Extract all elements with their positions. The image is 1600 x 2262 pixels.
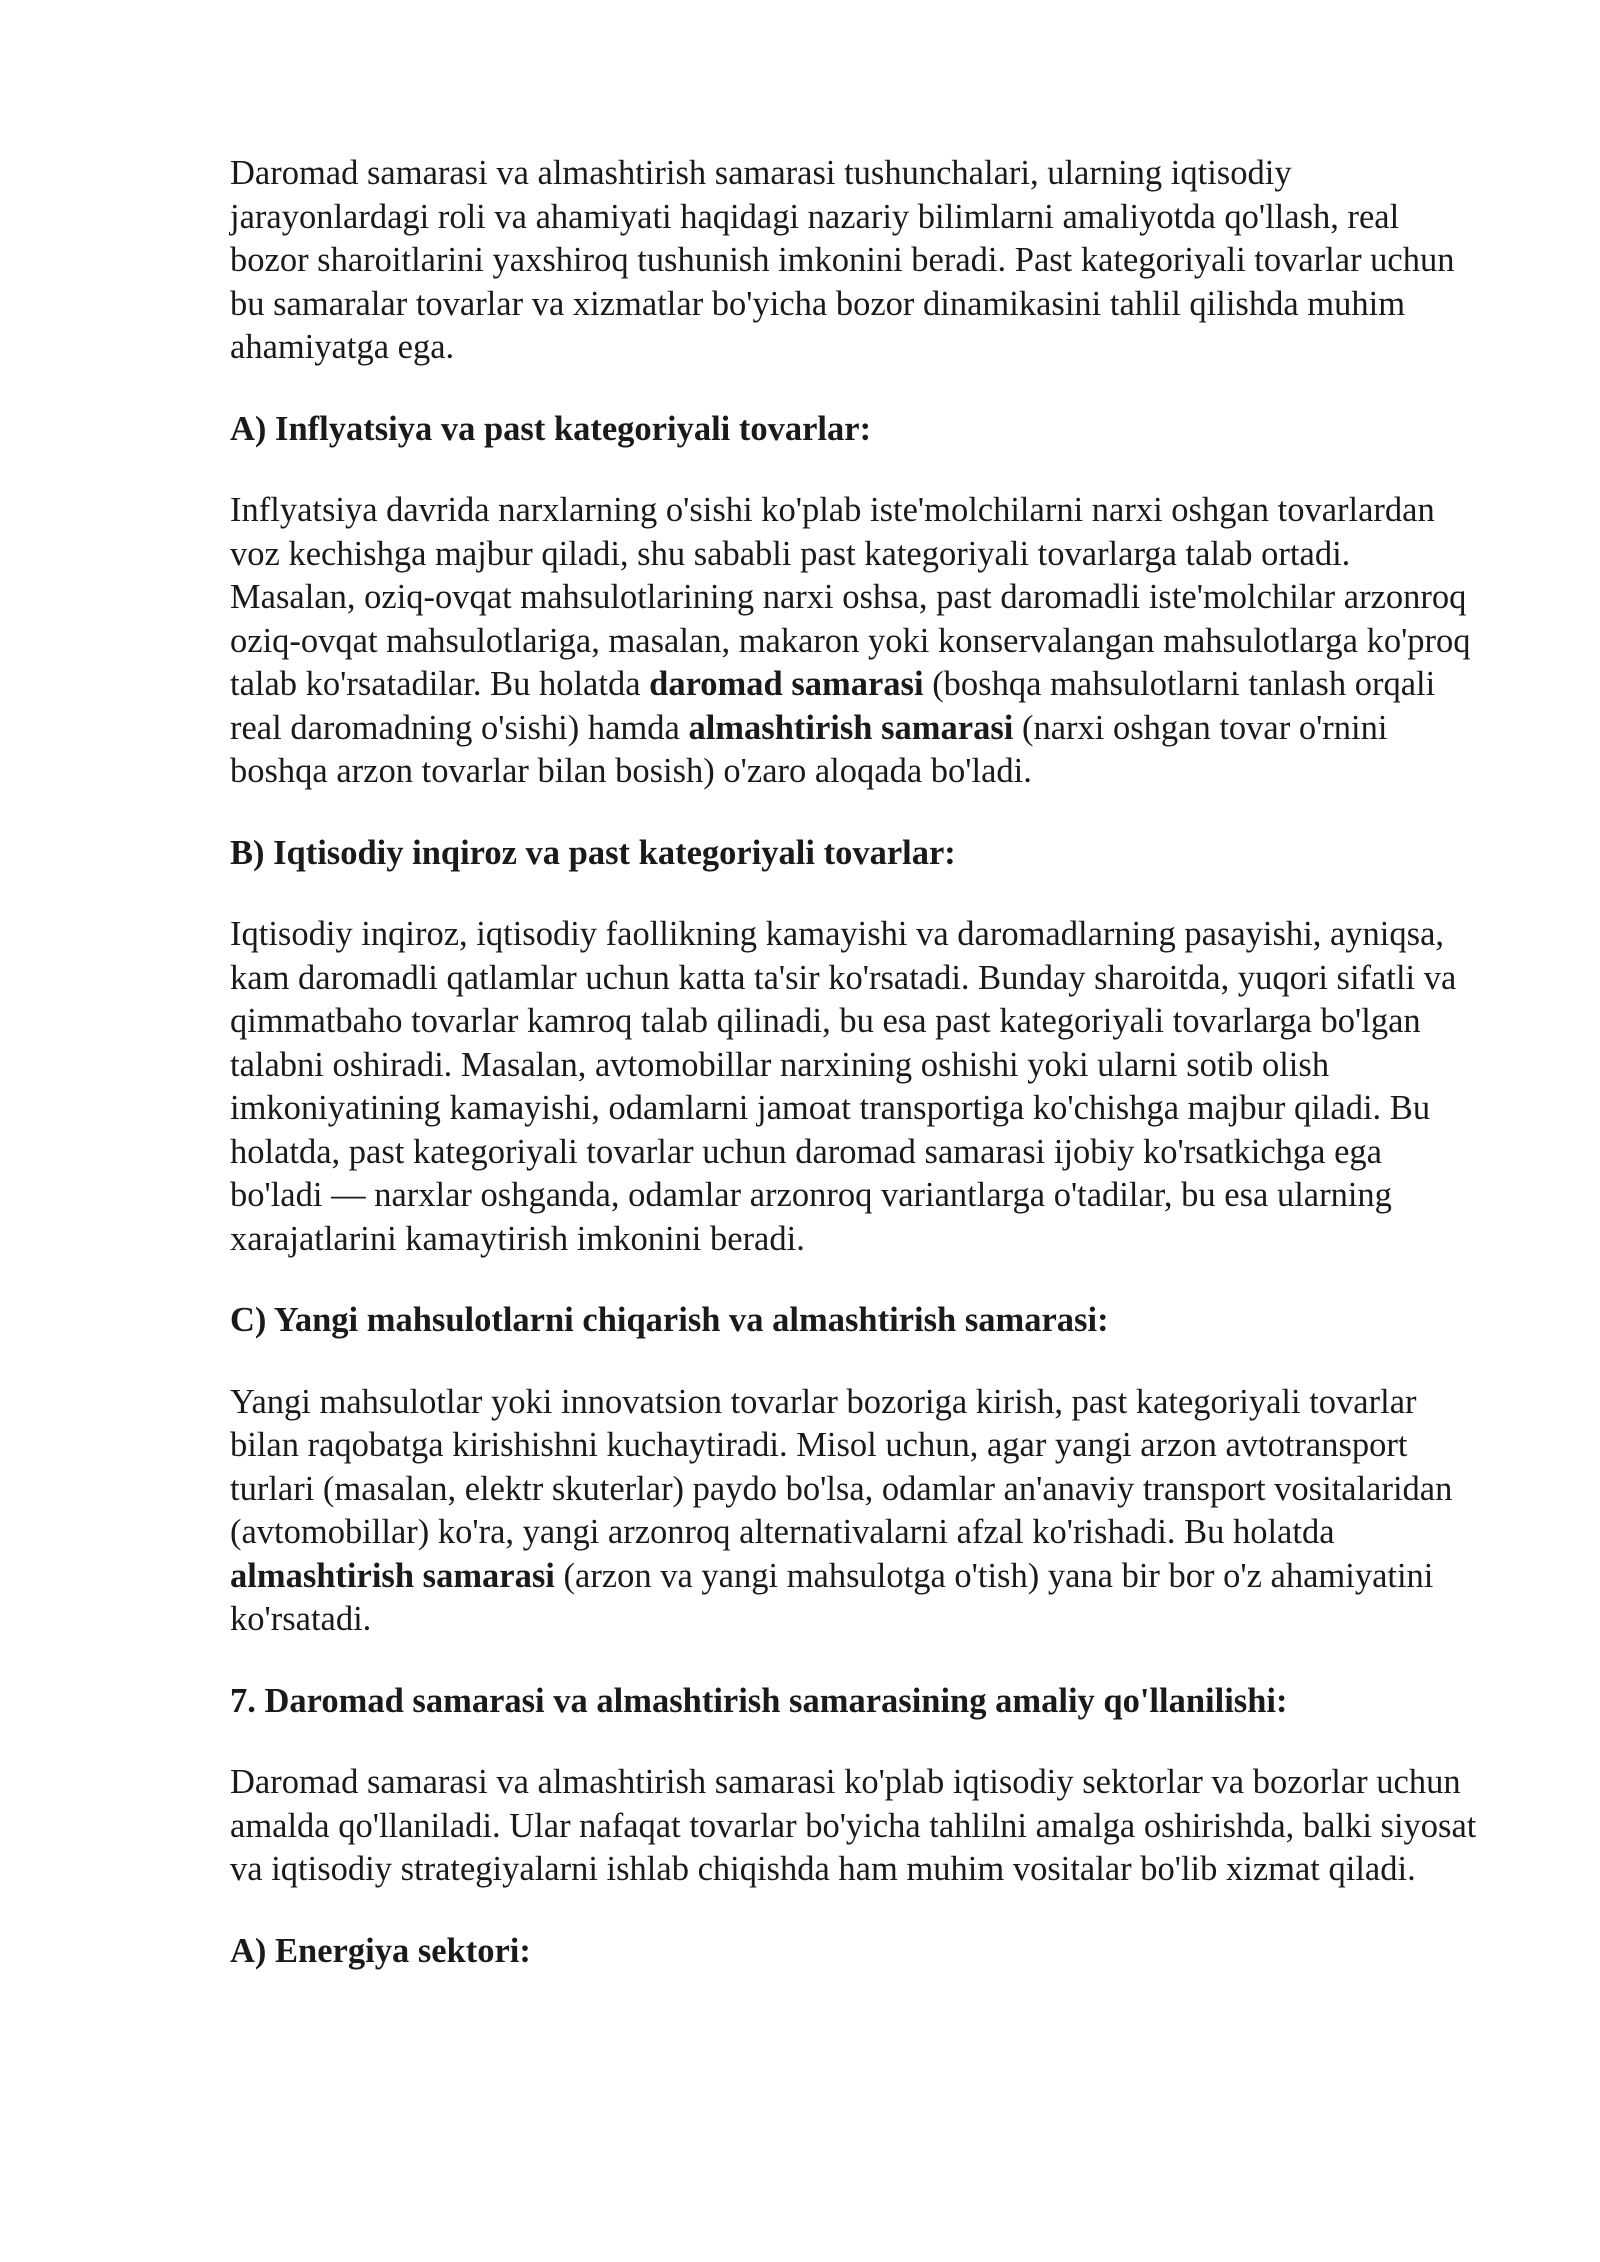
section-7-paragraph: Daromad samarasi va almashtirish samarasi ko'plab iqtisodiy sektorlar va bozorlar uchun amalda qo'llaniladi. Ular nafaqat tovarlar bo'yicha tahlilni amalga oshirishda, balki siyosat va iqtisodiy strategiyalarni ishlab chiqishda ham muhim vositalar bo'lib xizmat qiladi.: [230, 1763, 1477, 1888]
section-a-bold-income-effect: daromad samarasi: [649, 665, 924, 703]
document-page: [230, 152, 1480, 2011]
section-a-paragraph: [230, 489, 1480, 794]
section-c-paragraph: [230, 1381, 1480, 1642]
section-c-heading: C) Yangi mahsulotlarni chiqarish va almashtirish samarasi:: [230, 1301, 1109, 1339]
section-a-text-2: (boshqa mahsulotlarni tanlash orqali real daromadning o'sishi) hamda: [230, 665, 1436, 747]
section-7a-heading: A) Energiya sektori:: [230, 1931, 531, 1970]
section-b-heading: B) Iqtisodiy inqiroz va past kategoriyali tovarlar:: [230, 833, 956, 872]
section-c-bold-substitution-effect: almashtirish samarasi: [230, 1556, 555, 1595]
intro-paragraph: Daromad samarasi va almashtirish samarasi tushunchalari, ularning iqtisodiy jarayonlardagi roli va ahamiyati haqidagi nazariy bilimlarni amaliyotda qo'llash, real bozor sharoitlarini yaxshiroq tushunish imkonini beradi. Past kategoriyali tovarlar uchun bu samaralar tovarlar va xizmatlar bo'yicha bozor dinamikasini tahlil qilishda muhim ahamiyatga ega.: [230, 154, 1455, 366]
section-a-text-3: (narxi oshgan tovar o'rnini boshqa arzon tovarlar bilan bosish) o'zaro aloqada bo'ladi.: [230, 708, 1388, 790]
section-7-heading: 7. Daromad samarasi va almashtirish samarasining amaliy qo'llanilishi:: [230, 1681, 1288, 1720]
section-a-heading: A) Inflyatsiya va past kategoriyali tovarlar:: [230, 409, 872, 448]
section-c-text-2: (arzon va yangi mahsulotga o'tish) yana bir bor o'z ahamiyatini ko'rsatadi.: [230, 1556, 1434, 1638]
section-b-paragraph: Iqtisodiy inqiroz, iqtisodiy faollikning kamayishi va daromadlarning pasayishi, ayniqsa, kam daromadli qatlamlar uchun katta ta'sir ko'rsatadi. Bunday sharoitda, yuqori sifatli va qimmatbaho tovarlar kamroq talab qilinadi, bu esa past kategoriyali tovarlarga bo'lgan talabni oshiradi. Masalan, avtomobillar narxining oshishi yoki ularni sotib olish imkoniyatining kamayishi, odamlarni jamoat transportiga ko'chishga majbur qiladi. Bu holatda, past kategoriyali tovarlar uchun daromad samarasi ijobiy ko'rsatkichga ega bo'ladi — narxlar oshganda, odamlar arzonroq variantlarga o'tadilar, bu esa ularning xarajatlarini kamaytirish imkonini beradi.: [230, 915, 1457, 1258]
section-a-text-1: Inflyatsiya davrida narxlarning o'sishi ko'plab iste'molchilarni narxi oshgan tovarlardan voz kechishga majbur qiladi, shu sababli past kategoriyali tovarlarga talab ortadi. Masalan, oziq-ovqat mahsulotlarining narxi oshsa, past daromadli iste'molchilar arzonroq oziq-ovqat mahsulotlariga, masalan, makaron yoki konservalangan mahsulotlarga ko'proq talab ko'rsatadilar. Bu holatda: [230, 491, 1471, 703]
section-a-bold-substitution-effect: almashtirish samarasi: [688, 708, 1014, 747]
section-c-text-1: Yangi mahsulotlar yoki innovatsion tovarlar bozoriga kirish, past kategoriyali tovarlar bilan raqobatga kirishishni kuchaytiradi. Misol uchun, agar yangi arzon avtotransport turlari (masalan, elektr skuterlar) paydo bo'lsa, odamlar an'anaviy transport vositalaridan (avtomobillar) ko'ra, yangi arzonroq alternativalarni afzal ko'rishadi. Bu holatda: [230, 1382, 1453, 1551]
